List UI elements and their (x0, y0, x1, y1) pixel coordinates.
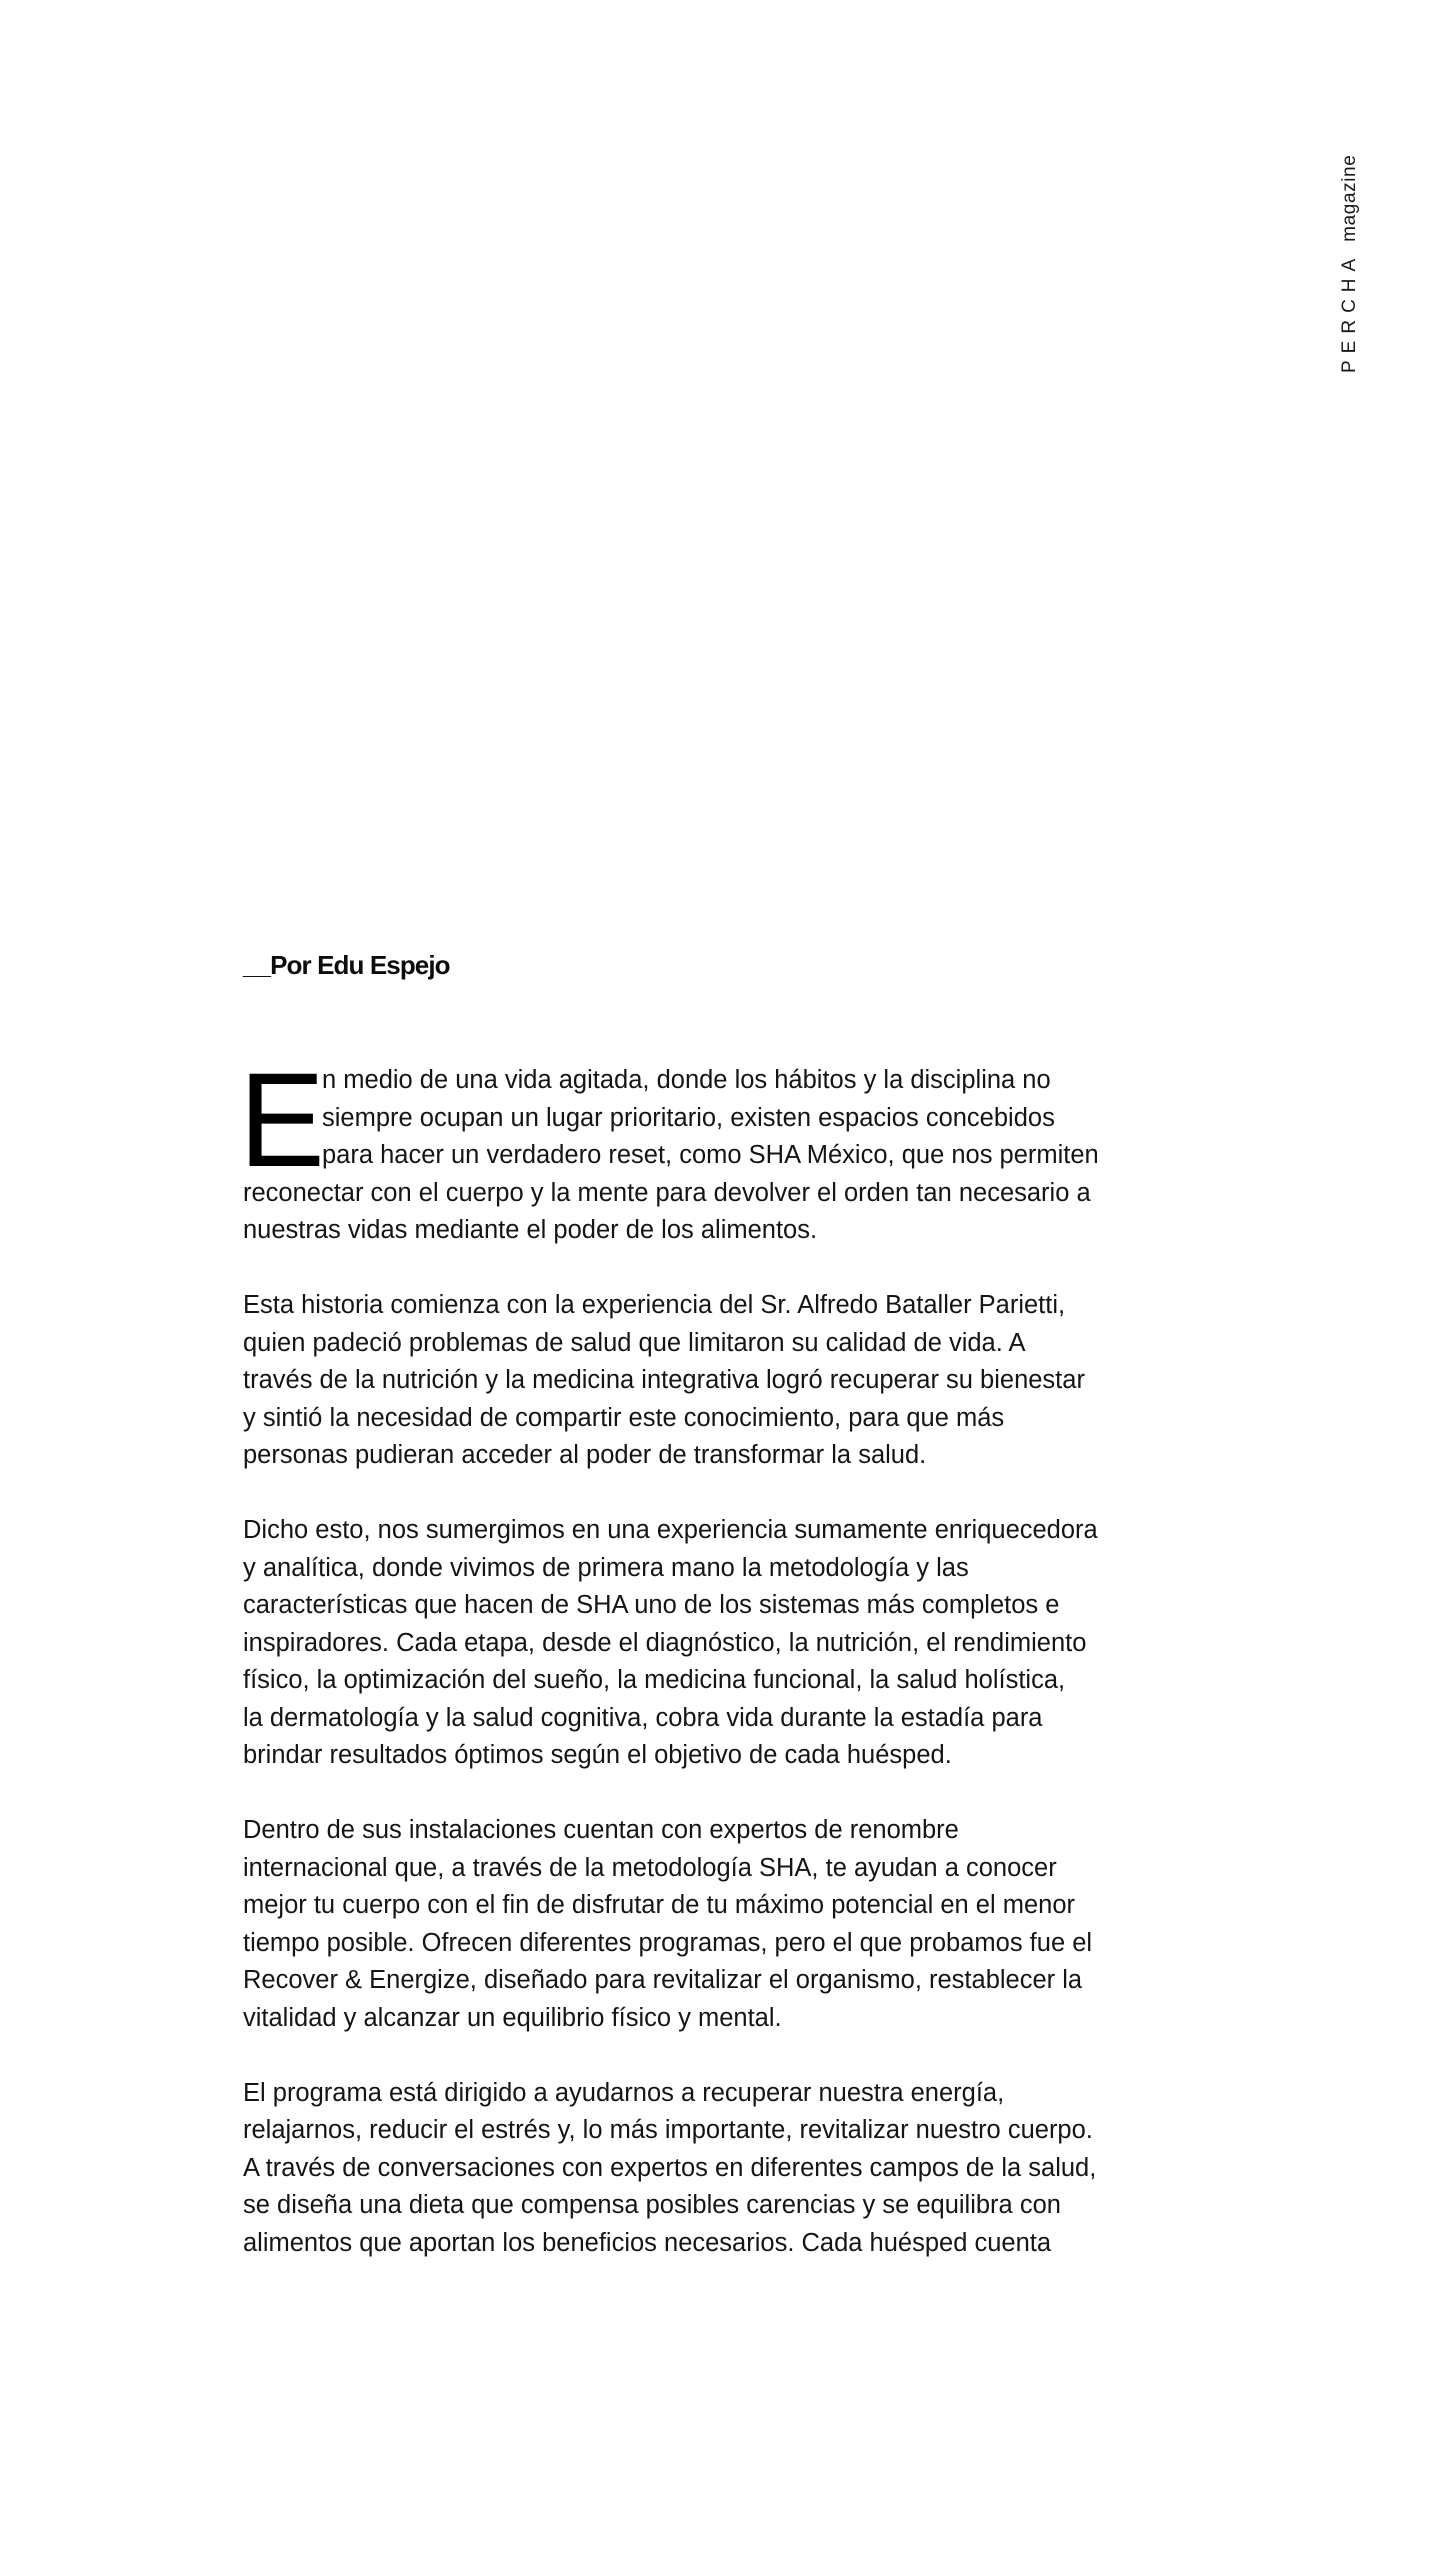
brand-subtitle: magazine (1339, 154, 1360, 242)
drop-cap: E (239, 1046, 325, 1195)
paragraph-line: quien padeció problemas de salud que limitaron su calidad de vida. A (243, 1328, 1026, 1357)
paragraph-line: vitalidad y alcanzar un equilibrio físico y mental. (243, 2003, 782, 2032)
paragraph-line: Dicho esto, nos sumergimos en una experiencia sumamente enriquecedora (243, 1516, 1098, 1544)
paragraph-line: la dermatología y la salud cognitiva, cobra vida durante la estadía para (243, 1703, 1043, 1732)
paragraph-line: brindar resultados óptimos según el objetivo de cada huésped. (243, 1741, 952, 1769)
paragraph-line: físico, la optimización del sueño, la medicina funcional, la salud holística, (243, 1666, 1066, 1694)
paragraph-line: inspiradores. Cada etapa, desde el diagnóstico, la nutrición, el rendimiento (243, 1628, 1087, 1657)
article-paragraph-2 (243, 1287, 1233, 1475)
paragraph-line: siempre ocupan un lugar prioritario, existen espacios concebidos (322, 1103, 1055, 1132)
paragraph-line: Dentro de sus instalaciones cuentan con expertos de renombre (243, 1816, 959, 1844)
paragraph-line: relajarnos, reducir el estrés y, lo más importante, revitalizar nuestro cuerpo. (243, 2116, 1093, 2144)
paragraph-line: mejor tu cuerpo con el fin de disfrutar de tu máximo potencial en el menor (243, 1891, 1076, 1919)
paragraph-line: y sintió la necesidad de compartir este conocimiento, para que más (243, 1403, 1005, 1432)
paragraph-line: Esta historia comienza con la experiencia del Sr. Alfredo Bataller Parietti, (243, 1291, 1066, 1319)
paragraph-line: A través de conversaciones con expertos en diferentes campos de la salud, (243, 2153, 1097, 2182)
brand-name: PERCHA (1339, 251, 1360, 373)
paragraph-line: reconectar con el cuerpo y la mente para devolver el orden tan necesario a (243, 1178, 1091, 1207)
paragraph-line: para hacer un verdadero reset, como SHA México, que nos permiten (322, 1141, 1099, 1169)
paragraph-line: través de la nutrición y la medicina integrativa logró recuperar su bienestar (243, 1366, 1085, 1394)
paragraph-line: El programa está dirigido a ayudarnos a recuperar nuestra energía, (243, 2078, 1005, 2107)
paragraph-line: tiempo posible. Ofrecen diferentes programas, pero el que probamos fue el (243, 1928, 1093, 1957)
paragraph-line: características que hacen de SHA uno de los sistemas más completos e (243, 1591, 1060, 1619)
paragraph-line: se diseña una dieta que compensa posibles carencias y se equilibra con (243, 2191, 1061, 2219)
article-body (239, 1046, 1233, 2300)
paragraph-line: n medio de una vida agitada, donde los hábitos y la disciplina no (322, 1066, 1051, 1094)
article-paragraph-5 (243, 2075, 1233, 2263)
article-paragraph-3 (243, 1512, 1233, 1775)
paragraph-line: y analítica, donde vivimos de primera mano la metodología y las (243, 1553, 969, 1582)
article-byline: __Por Edu Espejo (243, 950, 450, 980)
paragraph-line: Recover & Energize, diseñado para revitalizar el organismo, restablecer la (243, 1966, 1083, 1994)
article-paragraph-4 (243, 1812, 1233, 2037)
paragraph-line: personas pudieran acceder al poder de transformar la salud. (243, 1441, 927, 1469)
paragraph-line: nuestras vidas mediante el poder de los alimentos. (243, 1216, 818, 1244)
paragraph-line: internacional que, a través de la metodología SHA, te ayudan a conocer (243, 1853, 1057, 1882)
paragraph-line: alimentos que aportan los beneficios necesarios. Cada huésped cuenta (243, 2228, 1052, 2257)
brand-masthead (1337, 143, 1363, 373)
article-paragraph-1 (239, 1046, 1233, 1250)
brand-masthead-rotated (1337, 143, 1363, 373)
